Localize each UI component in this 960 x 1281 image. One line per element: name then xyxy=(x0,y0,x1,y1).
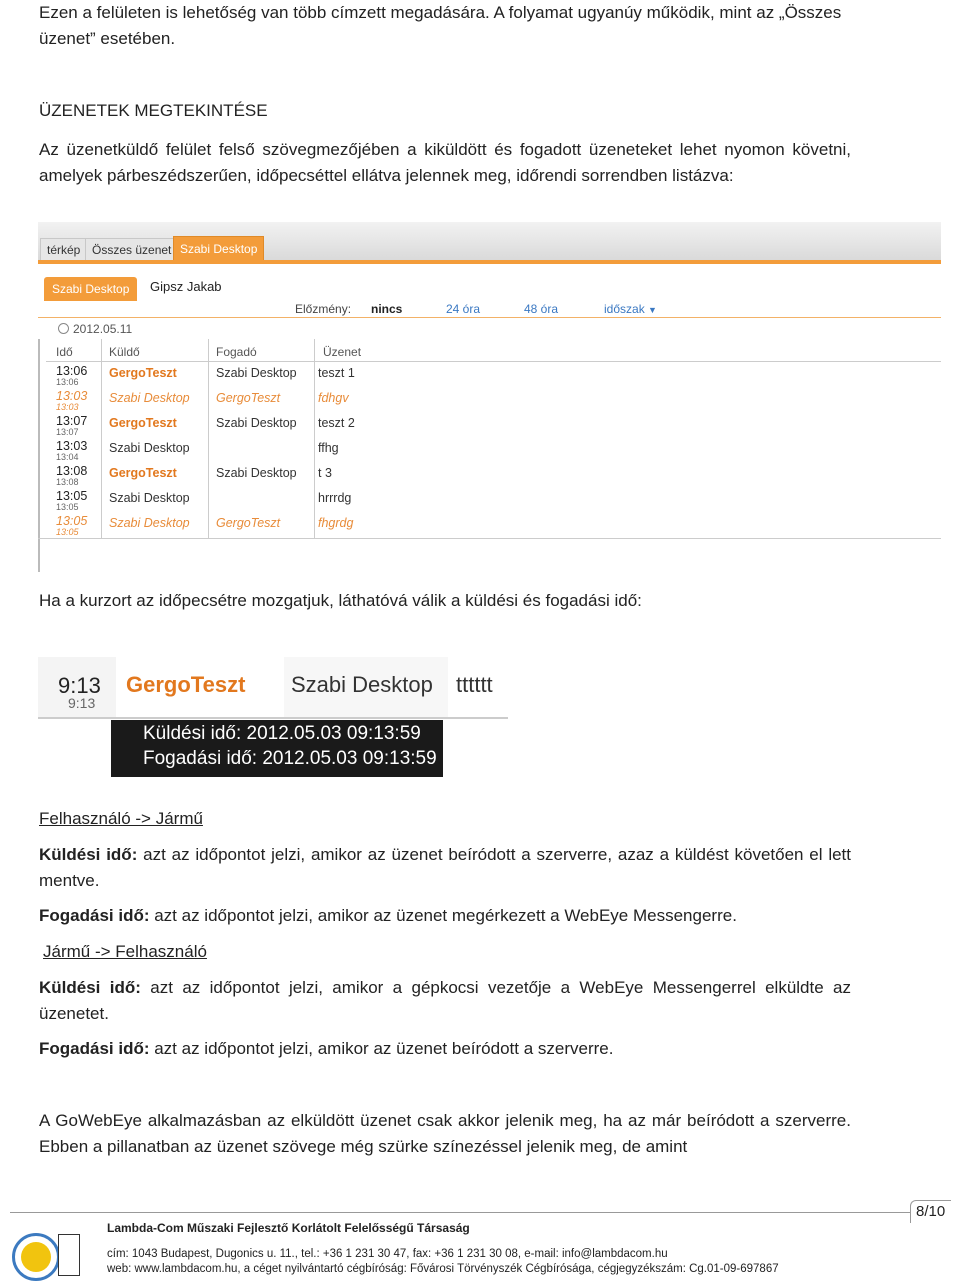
row-time[interactable]: 13:08 xyxy=(56,464,88,478)
row-sender: GergoTeszt xyxy=(126,672,246,697)
row-time-received: 13:05 xyxy=(56,502,79,512)
table-row xyxy=(46,488,941,513)
header-divider xyxy=(38,317,941,318)
send-label: Küldési idő: xyxy=(39,845,138,864)
ukas-logo-icon xyxy=(58,1234,80,1276)
row-recipient: GergoTeszt xyxy=(216,516,281,530)
receive-label: Fogadási idő: xyxy=(39,1039,150,1058)
row-time[interactable]: 13:06 xyxy=(56,364,88,378)
closing-text: A GoWebEye alkalmazásban az elküldött üzenet csak akkor jelenik meg, ha az már beíródott a szerverre. Ebben a pillanatban az üzenet szövege még szürke színezéssel jelenik meg, de amint xyxy=(39,1111,851,1156)
history-period[interactable] xyxy=(604,302,657,316)
history-24h[interactable]: 24 óra xyxy=(446,302,481,316)
row-message: teszt 2 xyxy=(318,416,355,430)
row-message: fhgrdg xyxy=(318,516,354,530)
column-message: Üzenet xyxy=(323,345,362,359)
tooltip-screenshot xyxy=(38,657,508,777)
row-sender: Szabi Desktop xyxy=(109,491,190,505)
history-48h[interactable]: 48 óra xyxy=(524,302,559,316)
table-row xyxy=(46,463,941,488)
footer-company: Lambda-Com Műszaki Fejlesztő Korlátolt Felelősségű Társaság xyxy=(107,1221,470,1235)
row-time[interactable]: 13:07 xyxy=(56,414,88,428)
column-sender: Küldő xyxy=(109,345,140,359)
user-to-vehicle-send xyxy=(39,842,851,893)
row-time-received: 13:06 xyxy=(56,377,79,387)
chevron-down-icon: ▼ xyxy=(648,305,657,315)
tooltip-send-time: Küldési idő: 2012.05.03 09:13:59 xyxy=(143,723,421,744)
send-label: Küldési idő: xyxy=(39,978,141,997)
footer-web: web: www.lambdacom.hu, a céget nyilvántartó cégbíróság: Fővárosi Törvényszék Cégbírósága, cégjegyzékszám: Cg.01-09-697867 xyxy=(107,1263,779,1275)
table-row xyxy=(46,438,941,463)
section-title: ÜZENETEK MEGTEKINTÉSE xyxy=(39,101,268,120)
send-text: azt az időpontot jelzi, amikor az üzenet beíródott a szerverre, azaz a küldést követően el lett mentve. xyxy=(39,845,851,890)
table-row xyxy=(46,513,941,538)
row-time[interactable]: 13:05 xyxy=(56,489,88,503)
conversation-chip[interactable]: Szabi Desktop xyxy=(44,277,137,301)
row-time[interactable]: 13:05 xyxy=(56,514,88,528)
tooltip-receive-time: Fogadási idő: 2012.05.03 09:13:59 xyxy=(143,748,437,769)
tab-map[interactable]: térkép xyxy=(40,238,87,261)
hover-text: Ha a kurzort az időpecsétre mozgatjuk, láthatóvá válik a küldési és fogadási idő: xyxy=(39,591,642,610)
row-sender: Szabi Desktop xyxy=(109,441,190,455)
receive-label: Fogadási idő: xyxy=(39,906,150,925)
row-time-received: 13:05 xyxy=(56,527,79,537)
tab-underline xyxy=(38,260,941,264)
footer-divider xyxy=(10,1212,910,1213)
messages-table xyxy=(46,339,941,539)
receive-text: azt az időpontot jelzi, amikor az üzenet beíródott a szerverre. xyxy=(149,1039,614,1058)
vehicle-to-user-heading: Jármű -> Felhasználó xyxy=(43,942,207,961)
row-time-received: 13:07 xyxy=(56,427,79,437)
row-time-received: 9:13 xyxy=(68,695,96,711)
row-sender: Szabi Desktop xyxy=(109,516,190,530)
row-time-received: 13:03 xyxy=(56,402,79,412)
row-time[interactable]: 13:03 xyxy=(56,389,88,403)
vehicle-to-user-send xyxy=(39,975,851,1026)
table-row xyxy=(46,388,941,413)
table-row xyxy=(46,363,941,388)
row-message: teszt 1 xyxy=(318,366,355,380)
clock-icon xyxy=(58,323,69,334)
row-message: hrrrdg xyxy=(318,491,352,505)
tab-all-messages[interactable]: Összes üzenet xyxy=(85,238,178,261)
intro-paragraph: Ezen a felületen is lehetőség van több címzett megadására. A folyamat ugyanúy működik, mint az „Összes üzenet” esetében. xyxy=(39,3,842,48)
row-message: t 3 xyxy=(318,466,332,480)
table-row xyxy=(46,413,941,438)
row-sender: GergoTeszt xyxy=(109,416,177,430)
tab-szabi-desktop[interactable]: Szabi Desktop xyxy=(173,236,264,261)
table-bottom-border xyxy=(38,538,941,539)
send-text: azt az időpontot jelzi, amikor a gépkocsi vezetője a WebEye Messengerrel elküldte az üzenetet. xyxy=(39,978,851,1023)
row-time[interactable]: 9:13 xyxy=(58,673,101,698)
row-message: fdhgv xyxy=(318,391,349,405)
user-to-vehicle-heading: Felhasználó -> Jármű xyxy=(39,809,203,828)
message-row xyxy=(38,657,508,719)
date-value: 2012.05.11 xyxy=(73,322,133,336)
row-recipient: Szabi Desktop xyxy=(291,672,433,697)
row-recipient: Szabi Desktop xyxy=(216,416,297,430)
row-message: ffhg xyxy=(318,441,339,455)
user-to-vehicle-receive xyxy=(39,903,851,929)
timestamp-tooltip xyxy=(111,720,443,777)
vehicle-to-user-receive xyxy=(39,1036,851,1062)
row-time-received: 13:04 xyxy=(56,452,79,462)
receive-text: azt az időpontot jelzi, amikor az üzenet megérkezett a WebEye Messengerre. xyxy=(149,906,737,925)
row-time-received: 13:08 xyxy=(56,477,79,487)
row-message: tttttt xyxy=(456,672,493,697)
column-time: Idő xyxy=(56,345,73,359)
row-recipient: Szabi Desktop xyxy=(216,466,297,480)
row-recipient: GergoTeszt xyxy=(216,391,281,405)
user-name: Gipsz Jakab xyxy=(150,279,222,294)
history-label: Előzmény: xyxy=(295,302,352,316)
section-text: Az üzenetküldő felület felső szövegmezőjében a kiküldött és fogadott üzeneteket lehet nyomon követni, amelyek párbeszédszerűen, időpecséttel ellátva jelennek meg, időrendi sorrendben listázva: xyxy=(39,140,851,185)
page-number: 8/10 xyxy=(916,1203,946,1220)
row-sender: GergoTeszt xyxy=(109,466,177,480)
row-sender: Szabi Desktop xyxy=(109,391,190,405)
history-none[interactable]: nincs xyxy=(371,302,403,316)
messages-screenshot xyxy=(38,222,941,575)
sgs-logo-icon xyxy=(12,1233,60,1281)
footer-address: cím: 1043 Budapest, Dugonics u. 11., tel.: +36 1 231 30 47, fax: +36 1 231 30 08, e-mail: info@lambdacom.hu xyxy=(107,1248,668,1260)
date-label xyxy=(58,322,132,336)
column-recipient: Fogadó xyxy=(216,345,257,359)
row-sender: GergoTeszt xyxy=(109,366,177,380)
row-time[interactable]: 13:03 xyxy=(56,439,88,453)
column-header-divider xyxy=(46,361,941,362)
history-period-label: időszak xyxy=(604,302,645,316)
row-recipient: Szabi Desktop xyxy=(216,366,297,380)
